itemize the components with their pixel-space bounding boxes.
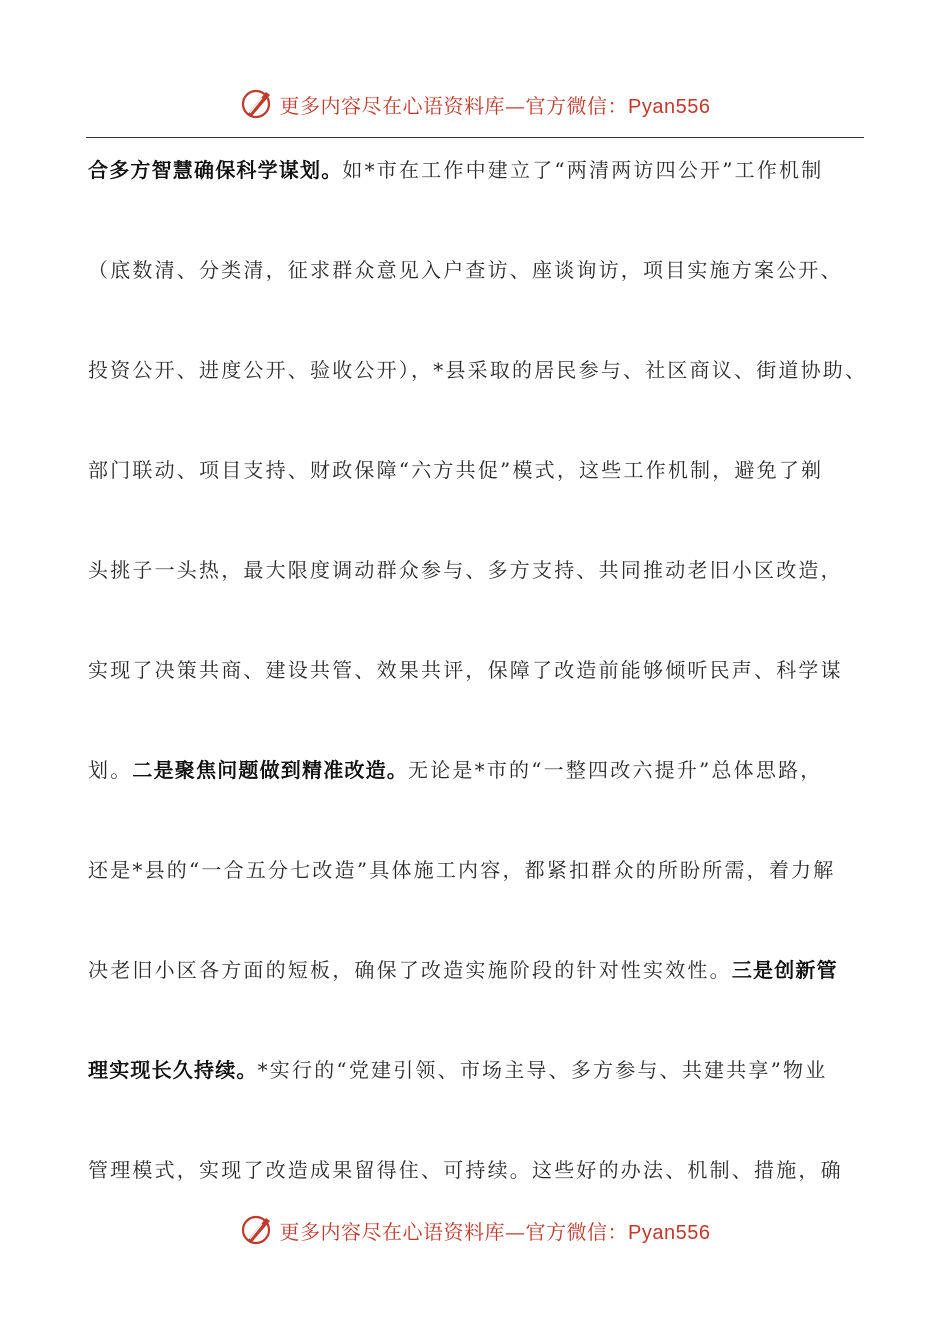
quill-pen-icon: [240, 86, 276, 122]
body-line-9-text: 决老旧小区各方面的短板，确保了改造实施阶段的针对性实效性。: [88, 958, 732, 982]
body-line-3: [88, 350, 868, 450]
header-brand-text: 更多内容尽在心语资料库: [279, 93, 506, 118]
header-contact-label: 官方微信：: [525, 93, 629, 118]
body-line-11-text: 管理模式，实现了改造成果留得住、可持续。这些好的办法、机制、措施，确: [88, 1158, 843, 1182]
body-line-7-pre: 划。: [88, 758, 133, 782]
footer-contact-id: Pyan556: [628, 1221, 711, 1244]
body-line-10: [88, 1050, 863, 1150]
body-line-1: [88, 150, 863, 250]
header-banner: [0, 84, 950, 124]
footer-contact-label: 官方微信：: [525, 1219, 629, 1244]
header-contact-id: Pyan556: [628, 95, 711, 118]
document-body: [88, 150, 868, 1250]
header-brand: [280, 90, 711, 119]
quill-pen-icon: [240, 1212, 276, 1248]
body-line-7: [88, 750, 863, 850]
body-line-5: [88, 550, 863, 650]
body-line-3-text: 投资公开、进度公开、验收公开），*县采取的居民参与、社区商议、街道协助、: [88, 358, 868, 382]
body-line-8-text: 还是*县的“一合五分七改造”具体施工内容，都紧扣群众的所盼所需，着力解: [88, 858, 836, 882]
body-line-1-bold: 合多方智慧确保科学谋划。: [88, 158, 343, 182]
footer-brand: [280, 1216, 711, 1245]
body-line-2: [88, 250, 863, 350]
body-line-6: [88, 650, 863, 750]
body-line-2-text: （底数清、分类清，征求群众意见入户查访、座谈询访，项目实施方案公开、: [88, 258, 843, 282]
header-separator: —: [505, 93, 526, 118]
body-line-9-bold-end: 三是创新管: [731, 958, 838, 982]
body-line-8: [88, 850, 863, 950]
body-line-10-text: *实行的“党建引领、市场主导、多方参与、共建共享”物业: [257, 1058, 828, 1082]
footer-banner: [0, 1210, 950, 1250]
body-line-4: [88, 450, 863, 550]
footer-brand-text: 更多内容尽在心语资料库: [279, 1219, 506, 1244]
body-line-10-bold: 理实现长久持续。: [88, 1058, 258, 1082]
body-line-9: [88, 950, 863, 1050]
body-line-7-bold: 二是聚焦问题做到精准改造。: [132, 758, 409, 782]
body-line-7-text: 无论是*市的“一整四改六提升”总体思路，: [408, 758, 823, 782]
body-line-1-text: 如*市在工作中建立了“两清两访四公开”工作机制: [342, 158, 824, 182]
body-line-5-text: 头挑子一头热，最大限度调动群众参与、多方支持、共同推动老旧小区改造，: [88, 558, 843, 582]
body-line-6-text: 实现了决策共商、建设共管、效果共评，保障了改造前能够倾听民声、科学谋: [88, 658, 843, 682]
footer-separator: —: [505, 1219, 526, 1244]
header-divider: [86, 137, 864, 138]
body-line-4-text: 部门联动、项目支持、财政保障“六方共促”模式，这些工作机制，避免了剃: [88, 458, 824, 482]
